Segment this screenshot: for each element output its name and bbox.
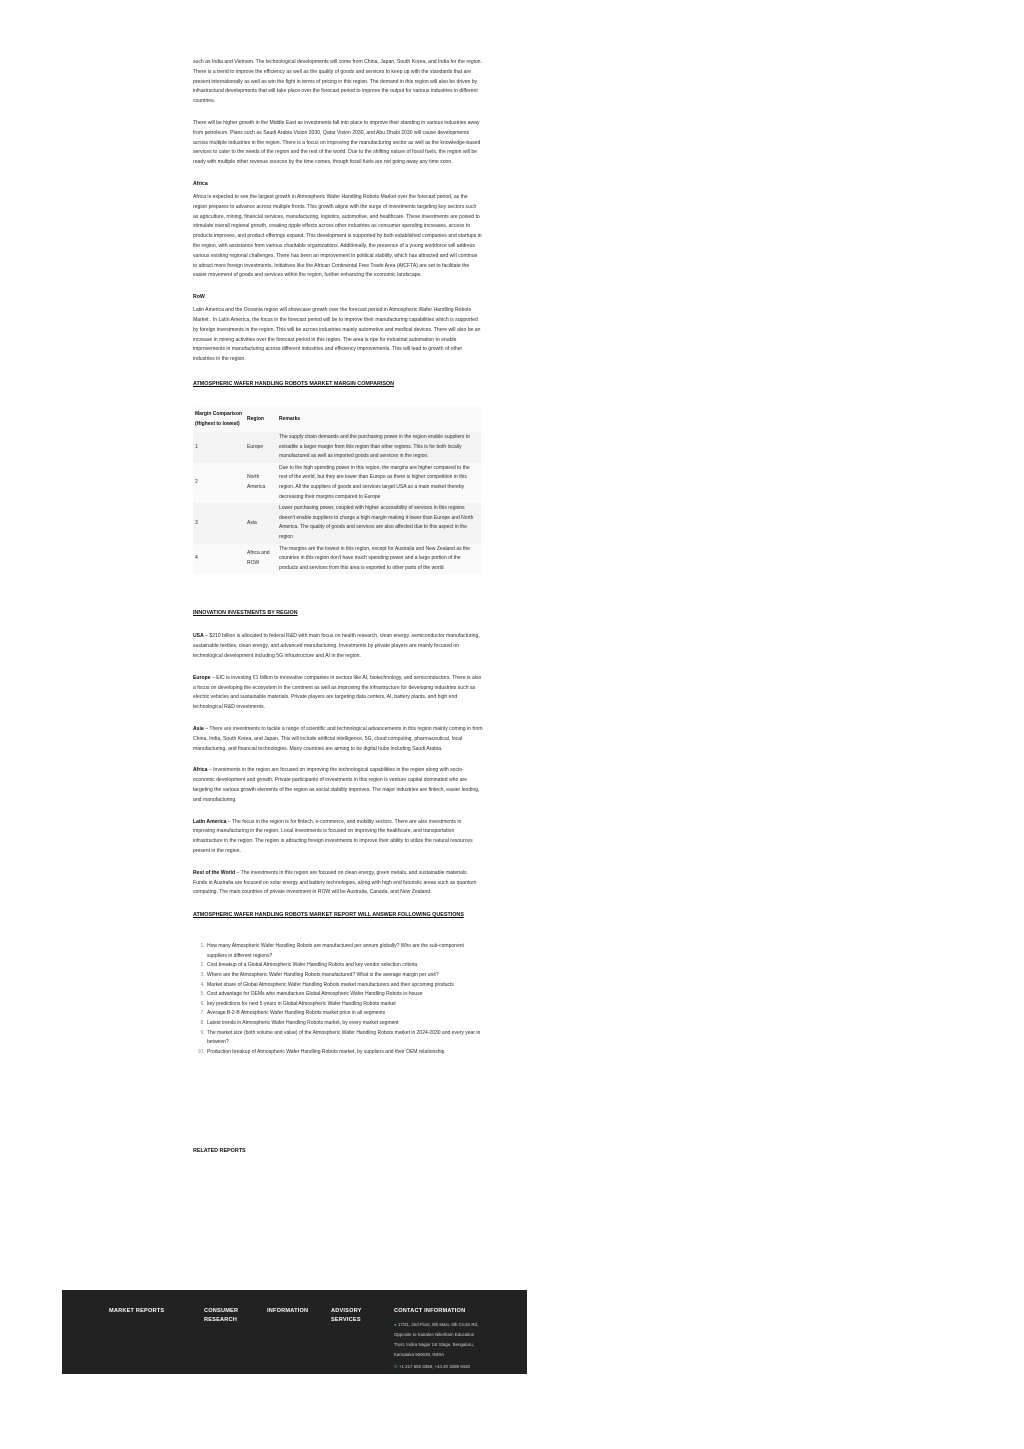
region-cell: Europe	[245, 432, 277, 463]
remarks-cell: The supply chain demands and the purchasing power in the region enable suppliers to extradite a larger margin from this region than other regions. This is for both locally manufactured as well as imported goods and services in the region.	[277, 432, 481, 463]
questions-title: ATMOSPHERIC WAFER HANDLING ROBOTS MARKET REPORT WILL ANSWER FOLLOWING QUESTIONS	[193, 912, 464, 919]
footer-phone[interactable]: ✆ +1 217 650 3358, +44 20 3289 9440	[394, 1364, 470, 1369]
footer-link-advisory-services[interactable]: ADVISORY SERVICES	[331, 1308, 362, 1323]
table-row	[193, 463, 481, 503]
questions-list	[193, 942, 483, 1057]
innovation-asia: Asia – There are investments to tackle a range of scientific and technological advancements in this region mainly coming in from China, India, South Korea, and Japan. This will include artificial intelligence, 5G, cloud computing, pharmaceutical, local manufacturing, and financial technologies. Many countries are aiming to be digital hubs including Saudi Arabia.	[193, 726, 483, 752]
rank-cell: 4	[193, 544, 245, 575]
site-footer	[62, 1290, 527, 1374]
table-header-remarks: Remarks	[277, 407, 481, 432]
rank-cell: 3	[193, 503, 245, 543]
paragraph-intro: such as India and Vietnam. The technological developments will come from China, Japan, South Korea, and India for the region. There is a trend to improve the efficiency as well as the quality of goods and services to keep up with the standards that are present internationally as well as win the fight in terms of pricing in this region. The demand in this region will also be driven by infrastructural developments that will take place over the forecast period to improve the output for various industries in different countries.	[193, 59, 482, 105]
article-body	[193, 58, 483, 1057]
rank-cell: 2	[193, 463, 245, 503]
list-item: 4. Market share of Global Atmospheric Wafer Handling Robots market manufacturers and their upcoming products	[206, 981, 483, 991]
footer-link-information[interactable]: INFORMATION	[267, 1308, 309, 1314]
region-cell: North America	[245, 463, 277, 503]
paragraph-middle-east: There will be higher growth in the Middle East as investments fall into place to improve their standing in various industries away from petroleum. Plans such as Saudi Arabia Vision 2030, Qatar Vision 2030, and Abu Dhabi 2030 will cause developments across multiple industries in the region. There is a focus on improving the manufacturing sector as well as the knowledge-based services to cater to the needs of the region and the rest of the world. Due to the shifting nature of fossil fuels, the region will be ready with multiple other revenue sources by the time comes, though fossil fuels are not going away any time soon.	[193, 119, 481, 166]
related-reports-heading: RELATED REPORTS	[193, 1148, 246, 1154]
footer-contact-title: CONTACT INFORMATION	[394, 1308, 466, 1314]
innovation-africa: Africa – Investments in the region are focused on improving the technological capabilities in the region along with socio-economic development and growth. Private participants of investments in this region is venture capital dominated who are targeting the various growth elements of the region as social stability improves. The major industries are fintech, easier lending, and manufacturing.	[193, 767, 480, 803]
africa-heading: Africa	[193, 180, 208, 187]
list-item: 9. The market size (both volume and value) of the Atmospheric Wafer Handling Robots market in 2024-2030 and every year in between?	[206, 1029, 483, 1048]
region-cell: Asia	[245, 503, 277, 543]
table-row	[193, 432, 481, 463]
remarks-cell: Lower purchasing power, coupled with higher accessibility of services in this regions doesn't enable suppliers to charge a high margin making it lower than Europe and North America. The quality of goods and services are also affected due to this aspect in the region	[277, 503, 481, 543]
map-pin-icon: ●	[394, 1322, 397, 1327]
remarks-cell: Due to the high spending power in this region, the margins are higher compared to the rest of the world, but they are lower than Europe as there is higher competition in this region. All the suppliers of goods and services target USA as a main market thereby decreasing their margins compared to Europe	[277, 463, 481, 503]
footer-link-consumer-research[interactable]: CONSUMER RESEARCH	[204, 1308, 239, 1323]
margin-comparison-title: ATMOSPHERIC WAFER HANDLING ROBOTS MARKET MARGIN COMPARISON	[193, 380, 395, 387]
rank-cell: 1	[193, 432, 245, 463]
list-item: 5. Cost advantage for OEMs who manufacture Global Atmospheric Wafer Handling Robots in-house	[206, 990, 483, 1000]
list-item: 10. Production breakup of Atmospheric Wafer Handling Robots market, by suppliers and their OEM relationship	[206, 1048, 483, 1058]
footer-link-market-reports[interactable]: MARKET REPORTS	[109, 1308, 165, 1314]
table-header-rank: Margin Comparison (Highest to lowest)	[193, 407, 245, 432]
innovation-europe: Europe – EIC is investing €1 billion to innovative companies in sectors like AI, biotechnology, and semiconductors. There is also a focus on developing the ecosystem in the continent as well as improving the infrastructure for developing industries such as electric vehicles and sustainable materials. Private players are targeting data centers, AI, battery plants, and high end technological R&D investments.	[193, 674, 482, 711]
list-item: 6. key predictions for next 5 years in Global Atmospheric Wafer Handling Robots market	[206, 1000, 483, 1010]
list-item: 3. Where are the Atmospheric Wafer Handling Robots manufactured? What is the average margin per unit?	[206, 971, 483, 981]
innovation-rest-of-world: Rest of the World – The investments in this region are focused on clean energy, green metals, and sustainable materials. Funds in Australia are focused on solar energy and battery technologies, along with high end futuristic areas such as quantum computing. The main countries of private investment in ROW will be Australia, Canada, and New Zealand.	[193, 869, 477, 896]
remarks-cell: The margins are the lowest in this region, except for Australia and New Zealand as the countries in this region don't have much spending power and a large portion of the products and services from this area is exported to other parts of the world	[277, 544, 481, 575]
table-row	[193, 503, 481, 543]
table-row	[193, 544, 481, 575]
innovation-title: INNOVATION INVESTMENTS BY REGION	[193, 610, 298, 617]
list-item: 2. Cost breakup of a Global Atmospheric Wafer Handling Robots and key vendor selection criteria	[206, 961, 483, 971]
table-header-region: Region	[245, 407, 277, 432]
phone-icon: ✆	[394, 1364, 398, 1369]
region-cell: Africa and ROW	[245, 544, 277, 575]
africa-paragraph: Africa is expected to see the largest growth in Atmospheric Wafer Handling Robots Market over the forecast period, as the region prepares to advance across multiple fronts. This growth aligns with the surge of investments targeting key sectors such as agriculture, mining, financial services, manufacturing, logistics, automotive, and healthcare. These investments are poised to stimulate overall regional growth, creating ripple effects across other industries as consumer spending increases, access to products improves, and product offerings expand. This development is supported by both established companies and startups in the region, with assistance from various charitable organizations. Additionally, the presence of a young workforce will address various existing regional challenges. There has been an improvement in political stability, which has attracted and will continue to attract more foreign investments. Initiatives like the African Continental Free Trade Area (AfCFTA) are set to facilitate the easier movement of goods and services within the region, further enhancing the economic landscape.	[193, 193, 482, 279]
list-item: 1. How many Atmospheric Wafer Handling Robots are manufactured per annum globally? Who are the sub-component suppliers in different regions?	[206, 942, 483, 961]
list-item: 8. Latest trends in Atmospheric Wafer Handling Robots market, by every market segment	[206, 1019, 483, 1029]
footer-address: ● 17/21, 2nd Floor, 8th Main, 6th Cross Rd, Opposite to Kairalee Niketham Education Trust, Indira Nagar 1st Stage, Bengaluru, Karnataka 560038, INDIA	[394, 1322, 479, 1357]
innovation-usa: USA – $210 billion is allocated to federal R&D with main focus on health research, clean energy, semiconductor manufacturing, sustainable textiles, clean energy, and advanced manufacturing. Investments by private players are mainly focused on technological development including 5G infrastructure and AI in the region.	[193, 633, 480, 660]
row-paragraph: Latin America and the Oceania region will showcase growth over the forecast period in Atmospheric Wafer Handling Robots Market . In Latin America, the focus in the forecast period will be to improve their manufacturing capabilities which is supported by foreign investments in the region. This will be across industries mainly automotive and medical devices. There will also be an increase in mining activities over the forecast period in this region. The area is ripe for industrial automation to enable improvements in manufacturing across different industries and efficiency improvements. This will lead to growth of other industries in the region.	[193, 307, 481, 363]
list-item: 7. Average B-2-B Atmospheric Wafer Handling Robots market price in all segments	[206, 1009, 483, 1019]
margin-comparison-table	[193, 407, 481, 575]
innovation-latin-america: Latin America – The focus in the region is for fintech, e-commerce, and mobility sectors. There are also investments in improving manufacturing in the region. Local investments is focused on improving the healthcare, and transportation infrastructure in the region. The region is attracting foreign investments to improve their ability to utilize the natural resources present in the region.	[193, 818, 473, 854]
row-heading: RoW	[193, 294, 205, 301]
